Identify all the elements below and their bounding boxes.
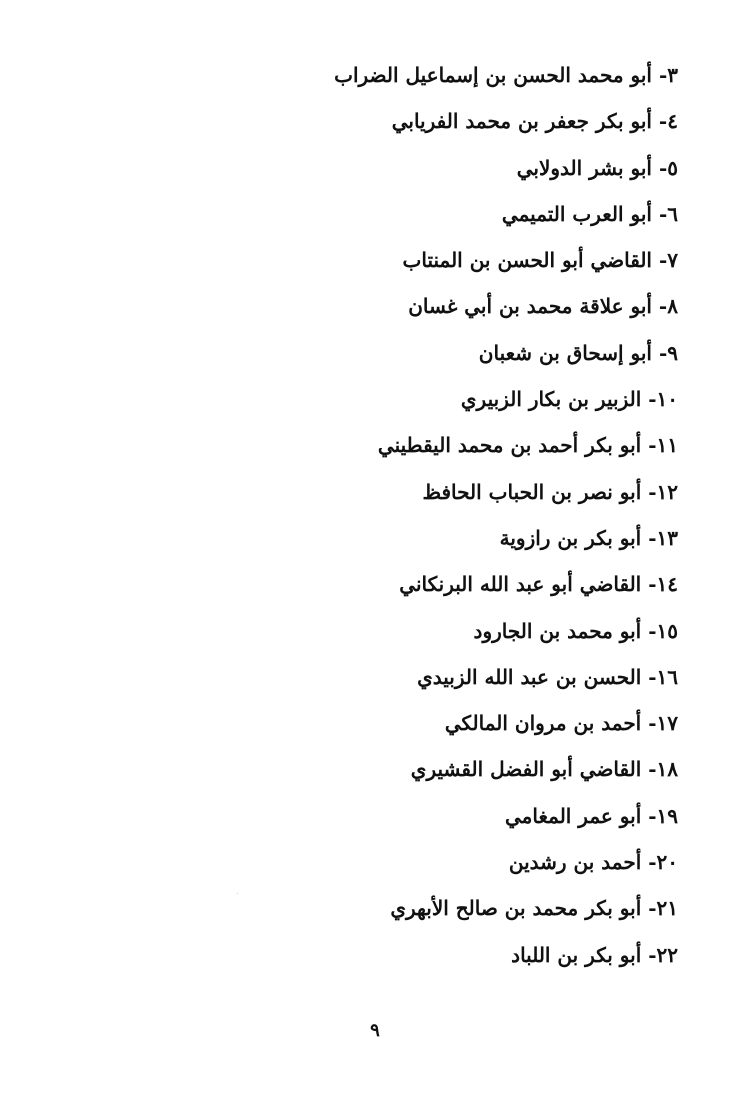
list-item: ٧- القاضي أبو الحسن بن المنتاب [402,248,678,273]
list-item: ٢٠- أحمد بن رشدين [508,850,678,875]
list-item: ١٢- أبو نصر بن الحباب الحافظ [422,479,678,504]
names-list [218,52,678,978]
scan-speck [237,893,238,894]
list-item: ١٠- الزبير بن بكار الزبيري [460,387,678,412]
list-item: ٩- أبو إسحاق بن شعبان [478,340,678,365]
list-item: ١١- أبو بكر أحمد بن محمد اليقطيني [377,433,678,458]
list-item: ١٦- الحسن بن عبد الله الزبيدي [417,664,678,689]
list-item: ٨- أبو علاقة محمد بن أبي غسان [408,294,678,319]
list-item: ٦- أبو العرب التميمي [501,201,678,226]
list-item: ٣- أبو محمد الحسن بن إسماعيل الضراب [334,63,678,87]
list-item: ٢٢- أبو بكر بن اللباد [511,942,678,967]
list-item: ١٤- القاضي أبو عبد الله البرنكاني [399,572,678,597]
list-item: ١٩- أبو عمر المغامي [505,803,678,828]
list-item: ١٧- أحمد بن مروان المالكي [444,711,678,736]
list-item: ١٣- أبو بكر بن رازوية [499,525,678,550]
list-item: ١٥- أبو محمد بن الجارود [473,618,678,643]
list-item: ٤- أبو بكر جعفر بن محمد الفريابي [391,109,678,134]
page-number: ٩ [370,1020,380,1041]
list-item: ١٨- القاضي أبو الفضل القشيري [410,757,678,782]
list-item: ٥- أبو بشر الدولابي [516,155,678,180]
list-item: ٢١- أبو بكر محمد بن صالح الأبهري [390,896,678,921]
